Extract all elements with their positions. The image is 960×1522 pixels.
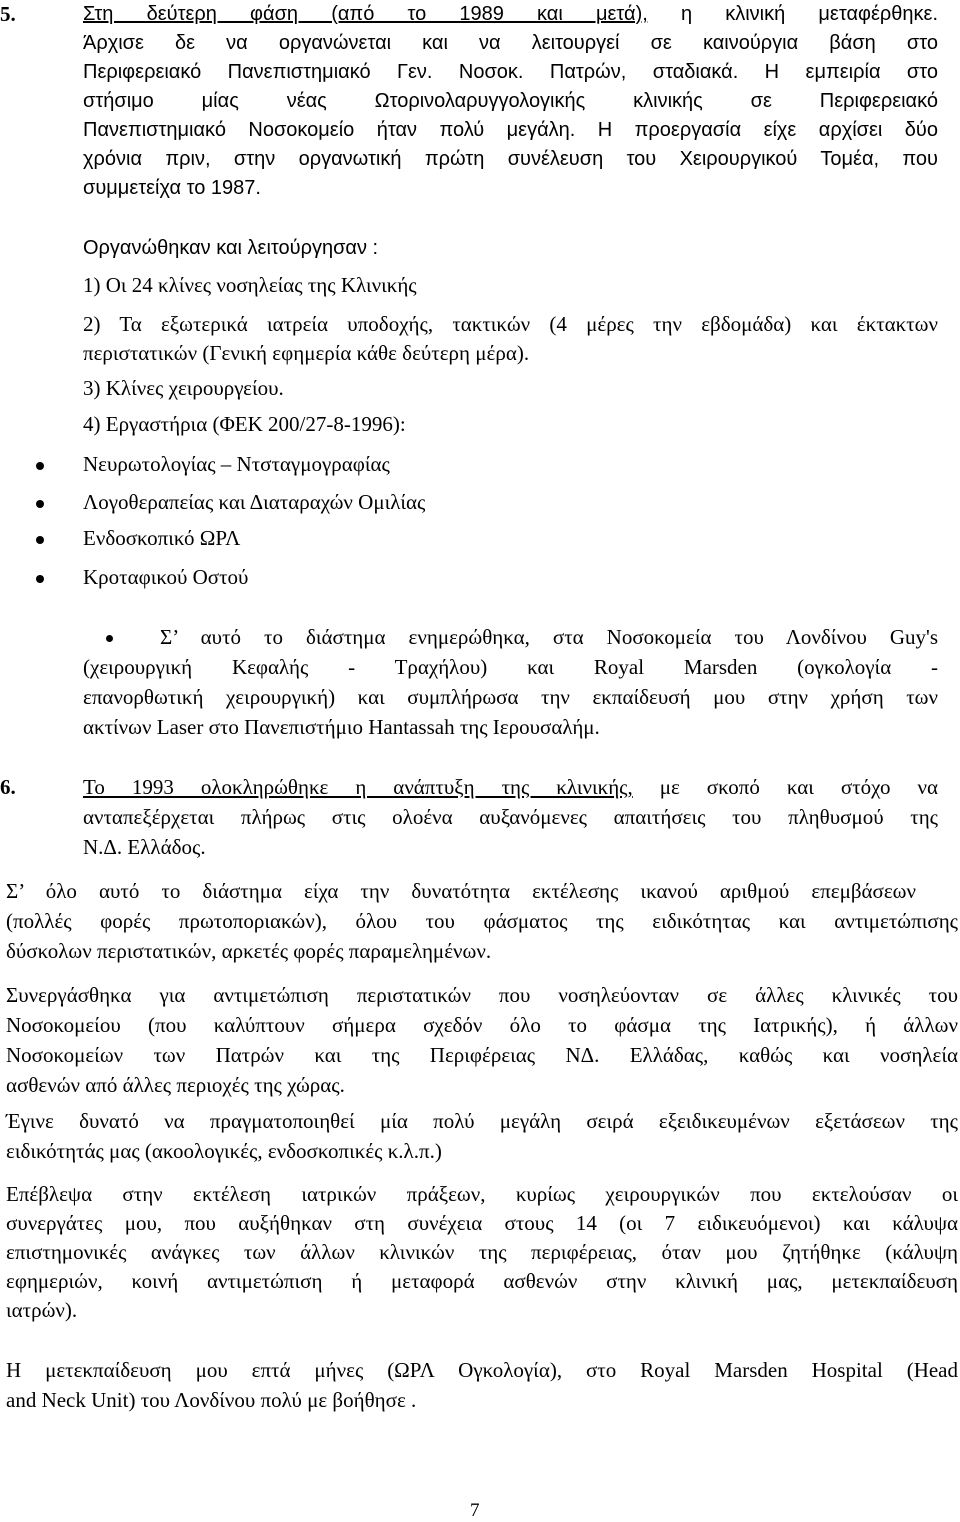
postgrad-line-1: Η μετεκπαίδευση μου επτά μήνες (ΩΡΛ Ογκολογία), στο Royal Marsden Hospital (Head	[6, 1358, 958, 1382]
section-5-line-4: Πανεπιστημιακό Νοσοκομείο ήταν πολύ μεγάλη. Η προεργασία είχε αρχίσει δύο	[83, 119, 938, 141]
section-5-line-2: Περιφερειακό Πανεπιστημιακό Γεν. Νοσοκ. Πατρών, σταδιακά. Η εμπειρία στο	[83, 61, 938, 83]
cooperation-line-2: Νοσοκομείου (που καλύπτουν σήμερα σχεδόν όλο το φάσμα της Ιατρικής), ή άλλων	[6, 1013, 958, 1037]
section-5-number: 5.	[0, 2, 16, 26]
operations-line-1: Σ’ όλο αυτό το διάστημα είχα την δυνατότητα εκτέλεσης ικανού αριθμού επεμβάσεων	[6, 879, 916, 903]
section-6-heading-rest: με σκοπό και στόχο να	[632, 775, 938, 799]
supervision-line-2: συνεργάτες μου, που αυξήθηκαν στη συνέχεια στους 14 (οι 7 ειδικευόμενοι) και κάλυψα	[6, 1211, 958, 1235]
section-5-line-5: χρόνια πριν, στην οργανωτική πρώτη συνέλευση του Χειρουργικού Τομέα, που	[83, 148, 938, 170]
section-5-line-1: Άρχισε δε να οργανώνεται και να λειτουργεί σε καινούργια βάση στο	[83, 32, 938, 54]
section-5-heading	[83, 0, 938, 29]
section-5-line-6: συμμετείχα το 1987.	[83, 177, 261, 199]
section-6-heading	[83, 773, 938, 802]
page-number: 7	[470, 1500, 480, 1521]
exams-line-2: ειδικότητάς μας (ακοολογικές, ενδοσκοπικές κ.λ.π.)	[6, 1139, 442, 1163]
section-6-heading-underlined: Το 1993 ολοκληρώθηκε η ανάπτυξη της κλινικής,	[83, 775, 633, 799]
section-6-line-1: ανταπεξέρχεται πλήρως στις ολοένα αυξανόμενες απαιτήσεις του πληθυσμού της	[83, 805, 938, 829]
supervision-line-5: ιατρών).	[6, 1298, 78, 1322]
bullet-icon	[36, 462, 44, 470]
lab-item-3: Ενδοσκοπικό ΩΡΛ	[83, 526, 241, 550]
cooperation-line-4: ασθενών από άλλες περιοχές της χώρας.	[6, 1073, 345, 1097]
section-6-line-2: Ν.Δ. Ελλάδος.	[83, 835, 206, 859]
training-line-3: επανορθωτική χειρουργική) και συμπλήρωσα την εκπαίδευσή μου στην χρήση των	[83, 685, 938, 709]
supervision-line-1: Επέβλεψα στην εκτέλεση ιατρικών πράξεων, κυρίως χειρουργικών που εκτελούσαν οι	[6, 1182, 958, 1206]
bullet-icon	[36, 575, 44, 583]
operations-line-2: (πολλές φορές πρωτοποριακών), όλου του φάσματος της ειδικότητας και αντιμετώπισης	[6, 909, 958, 933]
bullet-icon	[36, 536, 44, 544]
section-6-number: 6.	[0, 775, 16, 799]
item-3: 3) Κλίνες χειρουργείου.	[83, 376, 284, 400]
postgrad-line-2: and Neck Unit) του Λονδίνου πολύ με βοήθησε .	[6, 1388, 417, 1412]
organized-intro: Οργανώθηκαν και λειτούργησαν :	[83, 237, 379, 259]
item-1: 1) Οι 24 κλίνες νοσηλείας της Κλινικής	[83, 273, 417, 297]
lab-item-4: Κροταφικού Οστού	[83, 565, 249, 589]
supervision-line-4: εφημεριών, κοινή αντιμετώπιση ή μεταφορά ασθενών στην κλινική μας, μετεκπαίδευση	[6, 1269, 958, 1293]
training-line-1: Σ’ αυτό το διάστημα ενημερώθηκα, στα Νοσοκομεία του Λονδίνου Guy's	[160, 625, 938, 649]
item-2-line-1: 2) Τα εξωτερικά ιατρεία υποδοχής, τακτικών (4 μέρες την εβδομάδα) και έκτακτων	[83, 312, 938, 336]
training-line-2: (χειρουργική Κεφαλής - Τραχήλου) και Royal Marsden (ογκολογία -	[83, 655, 938, 679]
section-5-heading-rest: η κλινική μεταφέρθηκε.	[647, 3, 938, 25]
training-line-4: ακτίνων Laser στο Πανεπιστήμιο Hantassah της Ιερουσαλήμ.	[83, 715, 600, 739]
cooperation-line-1: Συνεργάσθηκα για αντιμετώπιση περιστατικών που νοσηλεύονταν σε άλλες κλινικές του	[6, 983, 958, 1007]
bullet-icon	[106, 635, 113, 642]
item-4: 4) Εργαστήρια (ΦΕΚ 200/27-8-1996):	[83, 412, 406, 436]
item-2-line-2: περιστατικών (Γενική εφημερία κάθε δεύτερη μέρα).	[83, 341, 530, 365]
section-5-heading-underlined: Στη δεύτερη φάση (από το 1989 και μετά),	[83, 3, 648, 25]
exams-line-1: Έγινε δυνατό να πραγματοποιηθεί μία πολύ μεγάλη σειρά εξειδικευμένων εξετάσεων της	[6, 1109, 958, 1133]
lab-item-2: Λογοθεραπείας και Διαταραχών Ομιλίας	[83, 490, 426, 514]
section-5-line-3: στήσιμο μίας νέας Ωτορινολαρυγγολογικής κλινικής σε Περιφερειακό	[83, 90, 938, 112]
cooperation-line-3: Νοσοκομείων των Πατρών και της Περιφέρειας ΝΔ. Ελλάδας, καθώς και νοσηλεία	[6, 1043, 958, 1067]
supervision-line-3: επιστημονικές ανάγκες των άλλων κλινικών της περιφέρειας, όταν μου ζητήθηκε (κάλυψη	[6, 1240, 958, 1264]
lab-item-1: Νευρωτολογίας – Ντσταγμογραφίας	[83, 452, 390, 476]
operations-line-3: δύσκολων περιστατικών, αρκετές φορές παραμελημένων.	[6, 939, 492, 963]
bullet-icon	[36, 500, 44, 508]
